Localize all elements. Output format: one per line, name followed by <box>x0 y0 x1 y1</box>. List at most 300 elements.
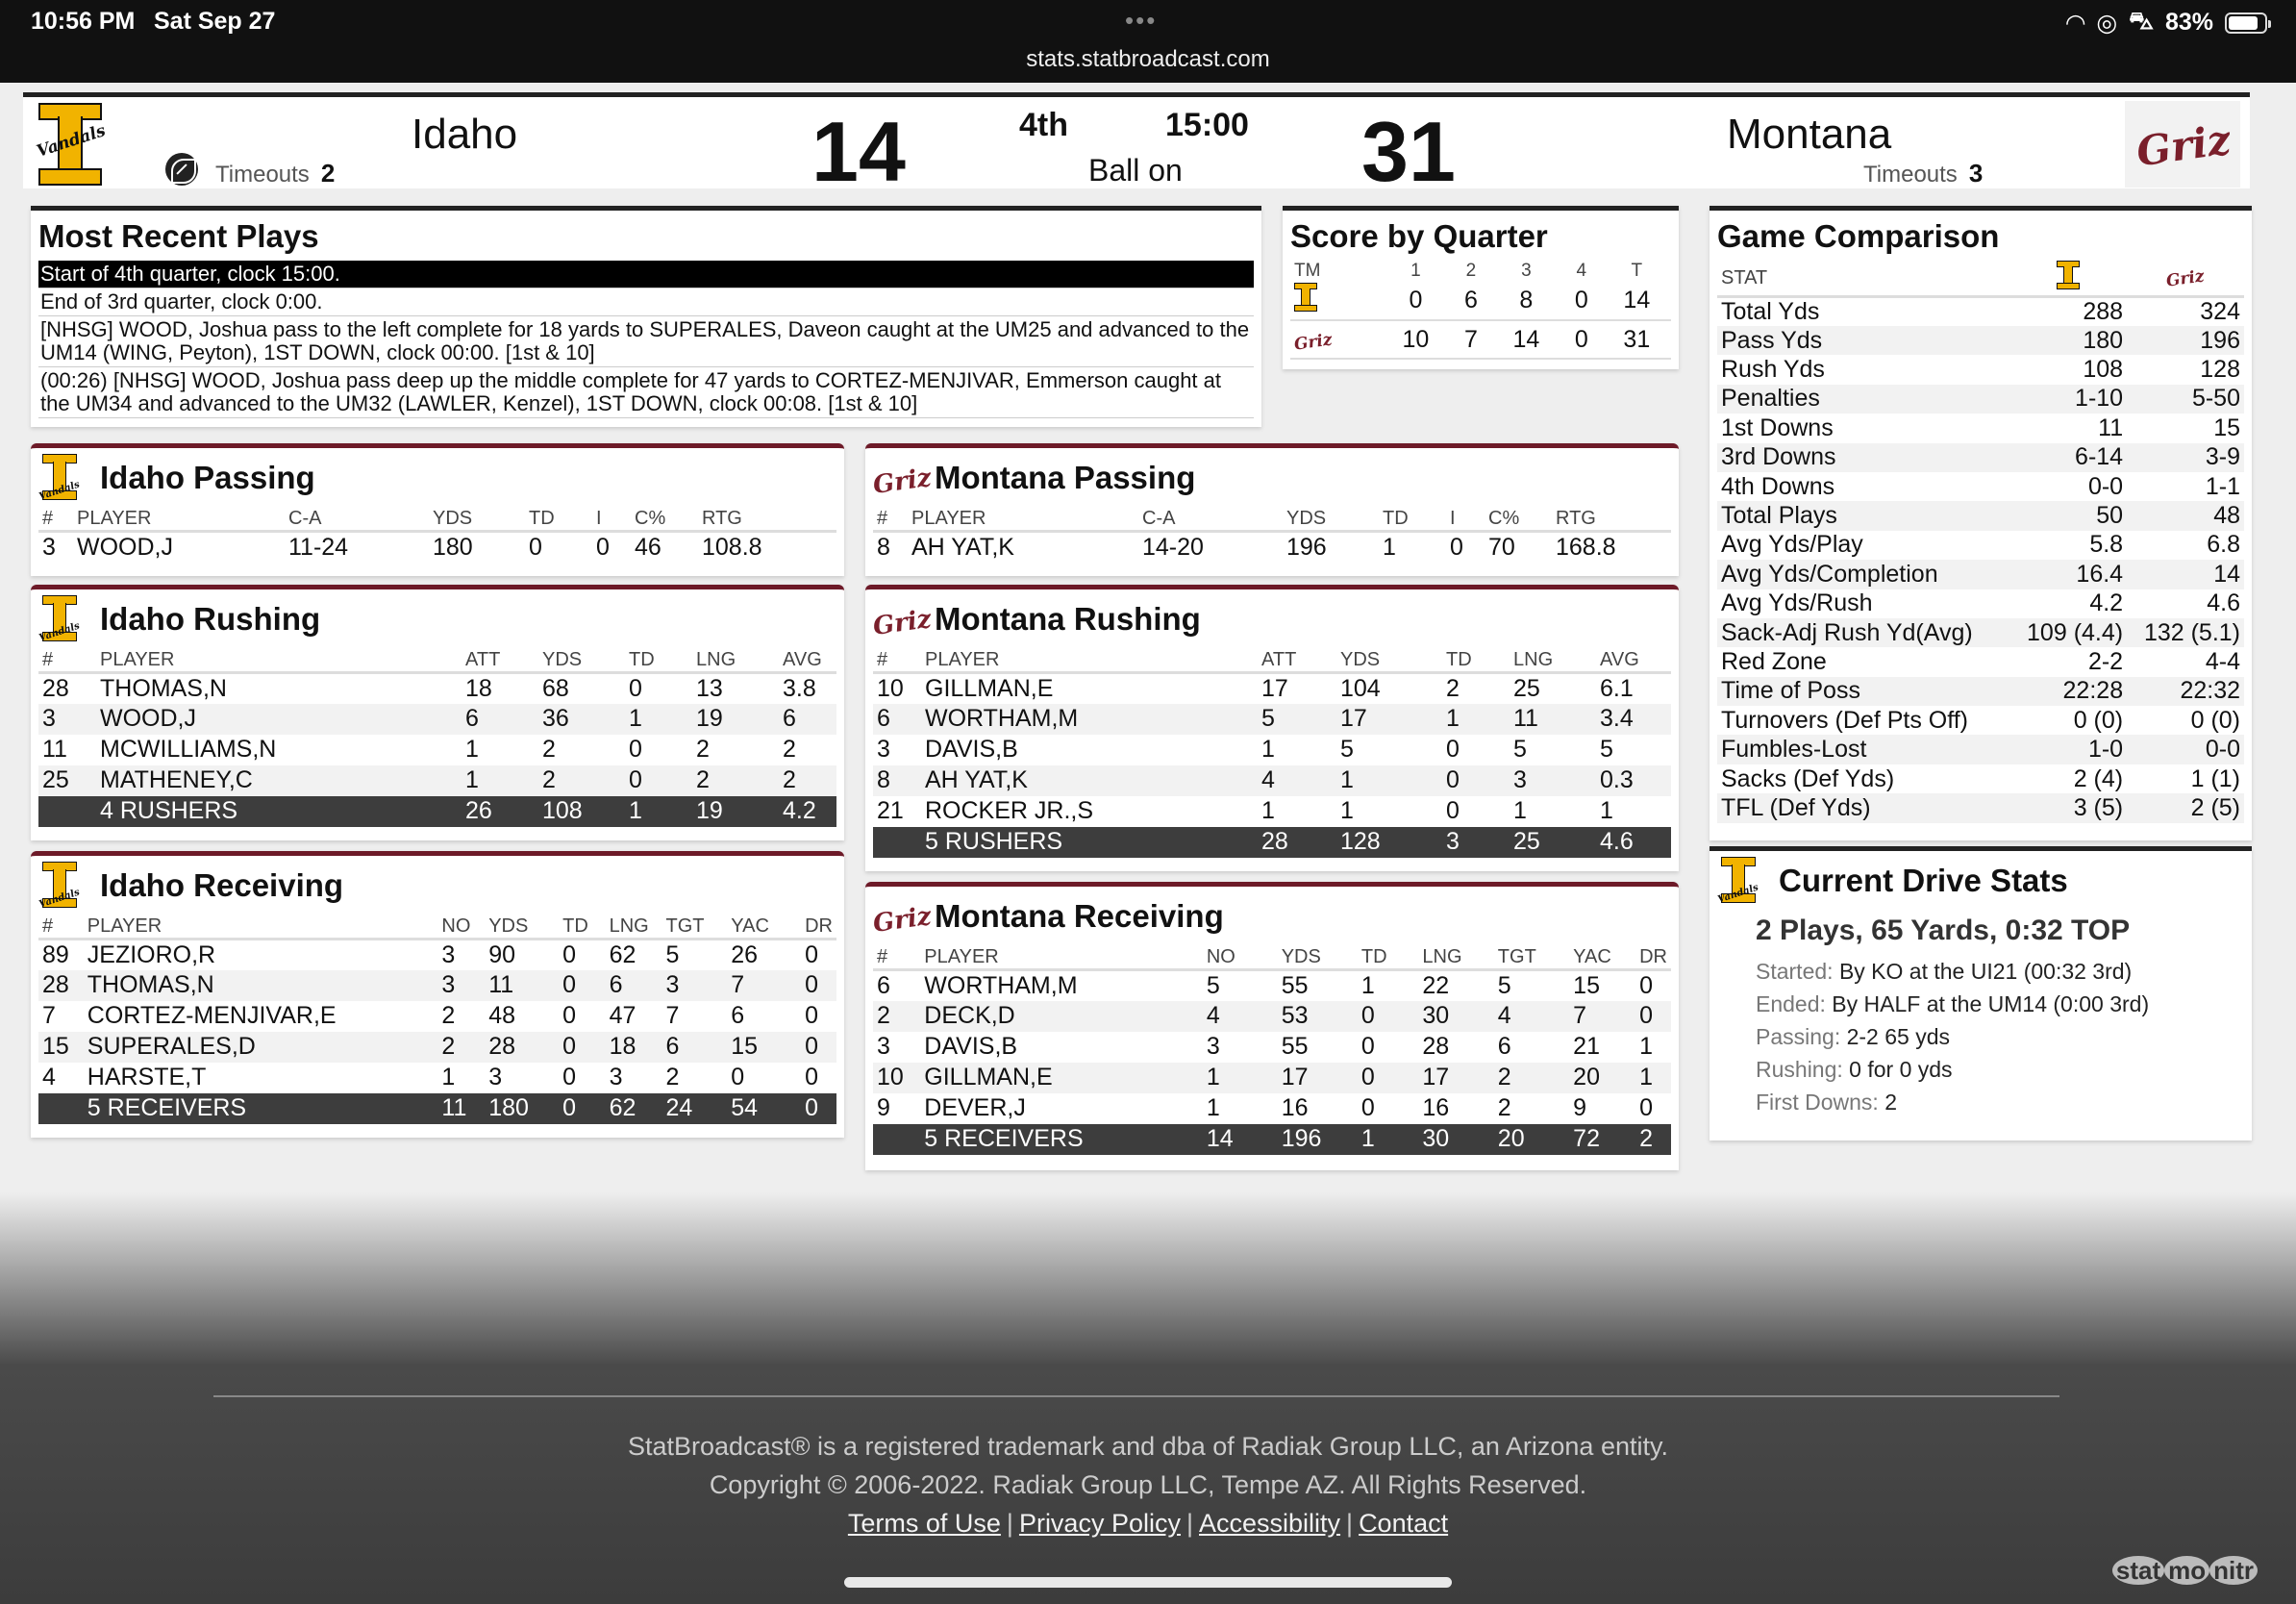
montana-stat: 4.6 <box>2127 589 2244 618</box>
total-cell <box>38 1093 84 1124</box>
table-cell: 3 <box>606 1063 662 1093</box>
column-header: RTG <box>1552 508 1671 532</box>
table-row <box>1717 764 2244 793</box>
table-row <box>873 673 1671 704</box>
table-cell: 0 <box>1442 765 1510 796</box>
most-recent-plays-panel <box>31 206 1261 427</box>
column-header: I <box>1446 508 1485 532</box>
column-header: TD <box>625 649 692 673</box>
table-row <box>873 704 1671 735</box>
table-cell: MCWILLIAMS,N <box>96 735 462 765</box>
idaho-stat: 4.2 <box>2009 589 2127 618</box>
table-cell: 3 <box>38 532 73 563</box>
idaho-column-logo <box>2009 261 2127 297</box>
table-cell: 46 <box>631 532 698 563</box>
montana-stat: 324 <box>2127 297 2244 327</box>
total-cell: 2 <box>1635 1124 1671 1155</box>
total-cell <box>873 827 921 858</box>
footer <box>0 1427 2296 1542</box>
montana-stat: 2 (5) <box>2127 793 2244 822</box>
table-row <box>1717 793 2244 822</box>
montana-stat: 3-9 <box>2127 443 2244 472</box>
montana-stat: 15 <box>2127 414 2244 442</box>
quarter-header: T <box>1631 261 1643 281</box>
drive-line <box>1756 1053 2206 1086</box>
game-comparison-panel <box>1710 206 2252 840</box>
table-cell: 0.3 <box>1596 765 1671 796</box>
table-cell: 0 <box>1358 1063 1418 1093</box>
table-row <box>1717 677 2244 706</box>
table-cell: 14-20 <box>1138 532 1283 563</box>
stat-header: STAT <box>1717 261 2009 297</box>
table-cell: 0 <box>559 1032 605 1063</box>
table-cell: 90 <box>485 940 559 970</box>
stat-label: Sacks (Def Yds) <box>1717 764 2009 793</box>
footer-copyright: Copyright © 2006-2022. Radiak Group LLC, Tempe AZ. All Rights Reserved. <box>709 1470 1587 1499</box>
column-header: TD <box>1379 508 1446 532</box>
idaho-stat: 2 (4) <box>2009 764 2127 793</box>
idaho-passing-panel <box>31 443 844 576</box>
table-row <box>1717 472 2244 501</box>
drive-line-value: By HALF at the UM14 (0:00 3rd) <box>1832 991 2150 1016</box>
total-cell: 20 <box>1494 1124 1569 1155</box>
table-row <box>873 970 1671 1001</box>
column-header: C% <box>1485 508 1552 532</box>
montana-stat: 0-0 <box>2127 735 2244 764</box>
table-row <box>1717 735 2244 764</box>
total-cell: 5 RUSHERS <box>921 827 1258 858</box>
table-row <box>1717 326 2244 355</box>
table-cell: 11-24 <box>285 532 429 563</box>
table-cell: 5 <box>1596 735 1671 765</box>
total-cell: 3 <box>1442 827 1510 858</box>
header-row <box>38 508 836 532</box>
idaho-rushing-panel <box>31 585 844 840</box>
table-cell: DAVIS,B <box>920 1032 1203 1063</box>
column-header: YDS <box>1336 649 1442 673</box>
table-cell: 18 <box>462 673 538 704</box>
table-cell: 6 <box>662 1032 728 1063</box>
ball-on: Ball on <box>1088 153 1183 188</box>
table-cell: 5 <box>1510 735 1596 765</box>
table-cell: THOMAS,N <box>84 970 438 1001</box>
table-cell: DAVIS,B <box>921 735 1258 765</box>
column-header: RTG <box>698 508 836 532</box>
table-cell: 2 <box>437 1001 485 1032</box>
home-team-name: Idaho <box>412 111 518 158</box>
total-cell <box>38 796 96 827</box>
footer-links: Terms of Use | Privacy Policy | Accessibility | Contact <box>847 1509 1449 1538</box>
table-cell: 2 <box>692 765 779 796</box>
montana-stat: 14 <box>2127 560 2244 589</box>
column-header: LNG <box>606 915 662 940</box>
column-header: I <box>592 508 631 532</box>
column-header: C-A <box>285 508 429 532</box>
table-cell: 1 <box>1336 765 1442 796</box>
table-cell: 0 <box>1358 1032 1418 1063</box>
stat-label: Fumbles-Lost <box>1717 735 2009 764</box>
table-cell: 0 <box>592 532 631 563</box>
total-cell: 4 RUSHERS <box>96 796 462 827</box>
table-cell: 0 <box>625 673 692 704</box>
table-cell: AH YAT,K <box>908 532 1138 563</box>
table-cell: 28 <box>38 970 84 1001</box>
table-cell: 3 <box>662 970 728 1001</box>
table-cell: 1 <box>1510 796 1596 827</box>
table-cell: 6.1 <box>1596 673 1671 704</box>
table-row <box>1717 297 2244 327</box>
table-cell: 0 <box>559 970 605 1001</box>
column-header: YDS <box>538 649 625 673</box>
status-date: Sat Sep 27 <box>154 8 276 35</box>
table-cell: 2 <box>1494 1093 1569 1124</box>
montana-stat: 1-1 <box>2127 472 2244 501</box>
montana-logo-icon <box>2125 101 2240 188</box>
table-cell: 3.4 <box>1596 704 1671 735</box>
idaho-stat: 1-0 <box>2009 735 2127 764</box>
table-cell: 0 <box>559 940 605 970</box>
panel-title: Vandals Idaho Receiving <box>31 856 844 915</box>
total-cell: 4.2 <box>779 796 836 827</box>
battery-percent: 83% <box>2164 9 2213 36</box>
table-row <box>1717 501 2244 530</box>
quarter-header: 4 <box>1576 261 1587 281</box>
total-cell: 30 <box>1418 1124 1493 1155</box>
montana-stat: 196 <box>2127 326 2244 355</box>
quarter-score: 10 <box>1382 320 1450 359</box>
table-cell: 6 <box>462 704 538 735</box>
play-item: (00:26) [NHSG] WOOD, Joshua pass deep up the middle complete for 47 yards to CORTEZ-MENJIVAR, Emmerson caught at the UM34 and advanced to the UM32 (LAWLER, Kenzel), 1ST DOWN, clock 00:08. [1st & 10] <box>38 367 1254 418</box>
idaho-stat: 16.4 <box>2009 560 2127 589</box>
table-cell: 2 <box>1494 1063 1569 1093</box>
panel-title: Griz Montana Passing <box>865 448 1679 508</box>
address-bar[interactable]: stats.statbroadcast.com <box>1026 46 1270 72</box>
drive-line-label: Passing: <box>1756 1024 1847 1049</box>
table-cell: 1 <box>625 704 692 735</box>
quarter-score: 0 <box>1560 282 1603 320</box>
table-row <box>1717 647 2244 676</box>
table-cell: 9 <box>1569 1093 1635 1124</box>
column-header: PLAYER <box>73 508 285 532</box>
montana-logo-icon: Griz <box>2165 265 2207 291</box>
column-header: PLAYER <box>921 649 1258 673</box>
stat-label: 1st Downs <box>1717 414 2009 442</box>
table-row <box>38 940 836 970</box>
table-cell: SUPERALES,D <box>84 1032 438 1063</box>
table-cell: 0 <box>801 1001 836 1032</box>
quarter-score: 6 <box>1450 282 1492 320</box>
idaho-stat: 0-0 <box>2009 472 2127 501</box>
table-row <box>873 1032 1671 1063</box>
table-cell: 17 <box>1278 1063 1358 1093</box>
idaho-stat: 50 <box>2009 501 2127 530</box>
table-cell: 7 <box>727 970 801 1001</box>
total-cell: 54 <box>727 1093 801 1124</box>
score-by-quarter-panel <box>1283 206 1679 369</box>
column-header: PLAYER <box>84 915 438 940</box>
table-cell: 11 <box>485 970 559 1001</box>
drive-line-value: 2 <box>1884 1090 1897 1115</box>
column-header: TD <box>525 508 592 532</box>
table-cell: 196 <box>1283 532 1379 563</box>
idaho-stat: 3 (5) <box>2009 793 2127 822</box>
drive-line-label: Started: <box>1756 959 1839 984</box>
column-header: # <box>38 649 96 673</box>
quarter-score: 0 <box>1382 282 1450 320</box>
table-cell: DEVER,J <box>920 1093 1203 1124</box>
total-cell: 28 <box>1258 827 1336 858</box>
montana-stat: 6.8 <box>2127 531 2244 560</box>
more-dots-icon[interactable]: ••• <box>1125 6 1158 35</box>
quarter-score: 7 <box>1450 320 1492 359</box>
drive-line-value: 0 for 0 yds <box>1849 1057 1953 1082</box>
scoreboard <box>23 92 2250 199</box>
table-cell: 2 <box>692 735 779 765</box>
current-drive-panel <box>1710 846 2252 1140</box>
quarter-score: 14 <box>1603 282 1671 320</box>
table-row <box>873 765 1671 796</box>
table-cell: 2 <box>437 1032 485 1063</box>
table-cell: 0 <box>1635 1001 1671 1032</box>
table-cell: 3.8 <box>779 673 836 704</box>
game-quarter: 4th <box>1019 107 1068 143</box>
table-cell: WOOD,J <box>96 704 462 735</box>
table-cell: 2 <box>779 765 836 796</box>
play-item: Start of 4th quarter, clock 15:00. <box>38 261 1254 288</box>
table-cell: 5 <box>662 940 728 970</box>
header-row <box>38 649 836 673</box>
column-header: ATT <box>462 649 538 673</box>
stat-label: Turnovers (Def Pts Off) <box>1717 706 2009 735</box>
table-row <box>1290 282 1671 320</box>
idaho-stat: 180 <box>2009 326 2127 355</box>
table-cell: 2 <box>538 765 625 796</box>
column-header: YDS <box>429 508 525 532</box>
table-cell: 0 <box>1446 532 1485 563</box>
column-header: TD <box>1358 946 1418 970</box>
table-cell: 3 <box>873 735 921 765</box>
table-cell: 2 <box>873 1001 920 1032</box>
contact-link[interactable]: Contact <box>1359 1509 1449 1538</box>
table-cell: 28 <box>485 1032 559 1063</box>
table-cell: 3 <box>437 970 485 1001</box>
column-header: # <box>873 649 921 673</box>
column-header: C% <box>631 508 698 532</box>
table-cell: 180 <box>429 532 525 563</box>
statmonitr-logo: stat mo nitr <box>2112 1556 2258 1586</box>
column-header: LNG <box>1418 946 1493 970</box>
table-cell: 48 <box>485 1001 559 1032</box>
terms-of-use-link[interactable]: Terms of Use <box>847 1509 1001 1538</box>
table-cell: 22 <box>1418 970 1493 1001</box>
table-cell: WORTHAM,M <box>921 704 1258 735</box>
total-cell: 11 <box>437 1093 485 1124</box>
column-header: PLAYER <box>920 946 1203 970</box>
table-cell: 0 <box>559 1063 605 1093</box>
quarter-score: 8 <box>1492 282 1560 320</box>
footer-divider <box>213 1395 2059 1397</box>
column-header: YAC <box>727 915 801 940</box>
table-cell: 25 <box>1510 673 1596 704</box>
panel-title: Griz Montana Rushing <box>865 589 1679 649</box>
table-cell: 6 <box>873 704 921 735</box>
idaho-receiving-panel <box>31 851 844 1138</box>
total-cell: 19 <box>692 796 779 827</box>
montana-passing-panel <box>865 443 1679 576</box>
away-score: 31 <box>1361 104 1456 199</box>
total-cell: 5 RECEIVERS <box>84 1093 438 1124</box>
montana-logo-icon: Griz <box>871 463 934 501</box>
header-row <box>873 508 1671 532</box>
table-cell: 1 <box>1596 796 1671 827</box>
table-cell: 6 <box>727 1001 801 1032</box>
total-row <box>873 1124 1671 1155</box>
quarter-score: 31 <box>1603 320 1671 359</box>
column-header: # <box>38 508 73 532</box>
table-cell: 15 <box>38 1032 84 1063</box>
table-cell: 11 <box>1510 704 1596 735</box>
column-header: PLAYER <box>96 649 462 673</box>
drive-line-value: By KO at the UI21 (00:32 3rd) <box>1838 959 2133 984</box>
team-logo-cell <box>1290 282 1382 320</box>
game-comparison-table <box>1717 261 2244 823</box>
quarter-score: 14 <box>1492 320 1560 359</box>
idaho-receiving-table <box>38 915 836 1124</box>
table-cell: 13 <box>692 673 779 704</box>
table-cell: 104 <box>1336 673 1442 704</box>
status-time: 10:56 PM <box>31 8 136 35</box>
table-cell: 0 <box>1635 970 1671 1001</box>
stat-label: Avg Yds/Rush <box>1717 589 2009 618</box>
table-cell: 21 <box>1569 1032 1635 1063</box>
home-score: 14 <box>811 104 906 199</box>
total-cell: 14 <box>1203 1124 1278 1155</box>
table-cell: 108.8 <box>698 532 836 563</box>
stat-label: 4th Downs <box>1717 472 2009 501</box>
privacy-policy-link[interactable]: Privacy Policy <box>1018 1509 1181 1538</box>
table-row <box>38 735 836 765</box>
total-cell: 196 <box>1278 1124 1358 1155</box>
stat-label: Avg Yds/Completion <box>1717 560 2009 589</box>
table-row <box>1717 355 2244 384</box>
table-cell: 0 <box>1358 1001 1418 1032</box>
idaho-logo-icon <box>34 103 109 186</box>
column-header: ATT <box>1258 649 1336 673</box>
table-cell: 0 <box>727 1063 801 1093</box>
table-cell: 55 <box>1278 970 1358 1001</box>
drive-line <box>1756 1020 2206 1053</box>
table-cell: 4 <box>38 1063 84 1093</box>
table-cell: 7 <box>662 1001 728 1032</box>
table-cell: 16 <box>1418 1093 1493 1124</box>
table-cell: 1 <box>1442 704 1510 735</box>
table-cell: 2 <box>1442 673 1510 704</box>
quarter-header: 1 <box>1410 261 1421 281</box>
table-cell: 21 <box>873 796 921 827</box>
table-row <box>1717 560 2244 589</box>
table-cell: 2 <box>779 735 836 765</box>
montana-stat: 22:32 <box>2127 677 2244 706</box>
drive-line-value: 2-2 65 yds <box>1846 1024 1951 1049</box>
table-row <box>1717 385 2244 414</box>
drive-line <box>1756 1086 2206 1118</box>
stat-label: Time of Poss <box>1717 677 2009 706</box>
idaho-stat: 5.8 <box>2009 531 2127 560</box>
table-cell: 0 <box>525 532 592 563</box>
table-cell: 4 <box>1258 765 1336 796</box>
montana-logo-script: Griz <box>2134 115 2234 176</box>
header-row <box>873 649 1671 673</box>
table-row <box>873 1063 1671 1093</box>
total-cell: 0 <box>801 1093 836 1124</box>
stat-label: Avg Yds/Play <box>1717 531 2009 560</box>
home-indicator[interactable] <box>844 1577 1452 1588</box>
column-header: YDS <box>485 915 559 940</box>
table-cell: 30 <box>1418 1001 1493 1032</box>
table-cell: DECK,D <box>920 1001 1203 1032</box>
stat-label: Red Zone <box>1717 647 2009 676</box>
table-cell: 0 <box>801 1032 836 1063</box>
total-cell: 62 <box>606 1093 662 1124</box>
table-cell: 1 <box>1379 532 1446 563</box>
column-header: # <box>38 915 84 940</box>
table-cell: ROCKER JR.,S <box>921 796 1258 827</box>
table-cell: 5 <box>1258 704 1336 735</box>
header-row <box>873 946 1671 970</box>
drive-line-label: Ended: <box>1756 991 1833 1016</box>
idaho-logo-icon <box>1294 283 1317 312</box>
montana-rushing-panel <box>865 585 1679 871</box>
away-team-name: Montana <box>1727 111 1892 158</box>
table-cell: 7 <box>38 1001 84 1032</box>
table-cell: 1 <box>1336 796 1442 827</box>
idaho-logo-icon: Vandals <box>1721 857 1756 903</box>
footer-trademark: StatBroadcast® is a registered trademark and dba of Radiak Group LLC, an Arizona entity. <box>628 1432 1668 1461</box>
stat-label: Rush Yds <box>1717 355 2009 384</box>
stat-label: Total Yds <box>1717 297 2009 327</box>
idaho-logo-script: Vandals <box>34 121 109 162</box>
table-cell: 2 <box>662 1063 728 1093</box>
table-cell: WOOD,J <box>73 532 285 563</box>
montana-stat: 1 (1) <box>2127 764 2244 793</box>
table-cell: 1 <box>1203 1063 1278 1093</box>
score-by-quarter-table <box>1290 261 1671 360</box>
idaho-passing-table <box>38 508 836 563</box>
total-row <box>38 1093 836 1124</box>
accessibility-link[interactable]: Accessibility <box>1199 1509 1341 1538</box>
table-cell: 1 <box>1635 1032 1671 1063</box>
table-row <box>38 673 836 704</box>
montana-stat: 128 <box>2127 355 2244 384</box>
header-row <box>38 915 836 940</box>
total-cell: 26 <box>462 796 538 827</box>
montana-stat: 0 (0) <box>2127 706 2244 735</box>
quarter-header: TM <box>1294 261 1321 281</box>
table-cell: 1 <box>462 765 538 796</box>
table-cell: 0 <box>625 735 692 765</box>
table-row <box>873 735 1671 765</box>
table-cell: 9 <box>873 1093 920 1124</box>
table-cell: 17 <box>1418 1063 1493 1093</box>
table-cell: 55 <box>1278 1032 1358 1063</box>
table-cell: CORTEZ-MENJIVAR,E <box>84 1001 438 1032</box>
table-cell: 47 <box>606 1001 662 1032</box>
table-row <box>38 1001 836 1032</box>
column-header: # <box>873 946 920 970</box>
table-cell: 15 <box>727 1032 801 1063</box>
table-row <box>1717 414 2244 442</box>
table-row <box>38 1063 836 1093</box>
